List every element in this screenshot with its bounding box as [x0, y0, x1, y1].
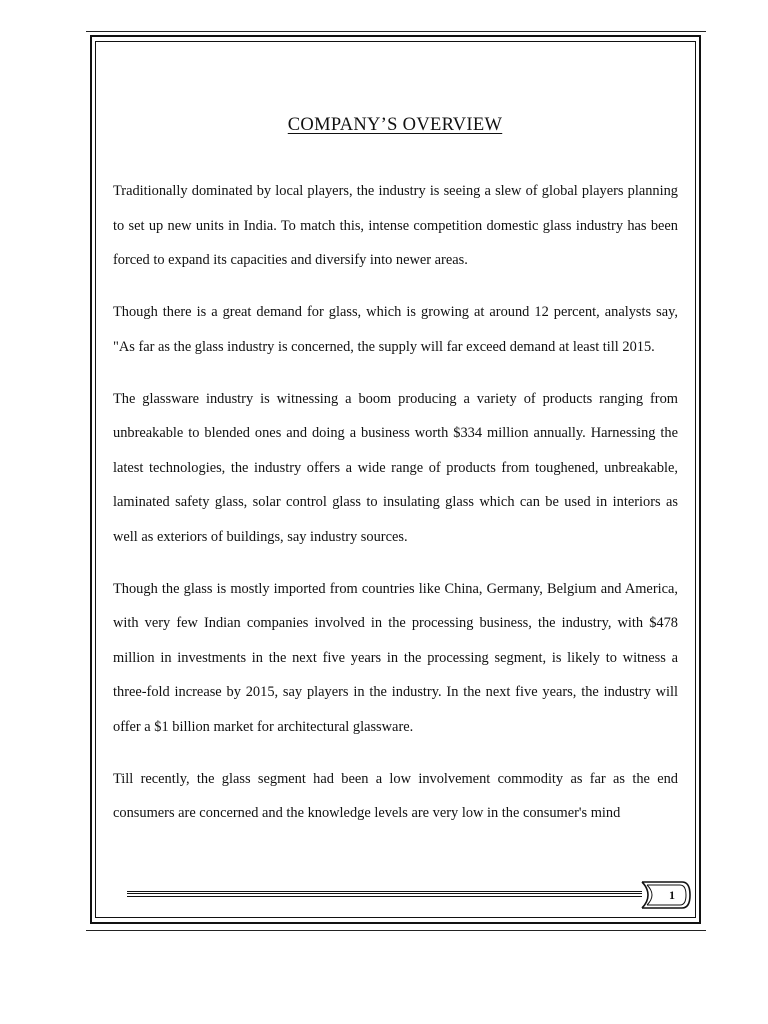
page-title [0, 115, 768, 136]
page-number: 1 [669, 888, 675, 902]
paragraph-5: Till recently, the glass segment had been a low involvement commodity as far as the end consumers are concerned and the knowledge levels are very low in the consumer's mind [113, 770, 678, 821]
paragraph-1: Traditionally dominated by local players, the industry is seeing a slew of global players planning to set up new units in India. To match this, intense competition domestic glass industry has been forced to expand its capacities and diversify into newer areas. [113, 183, 678, 268]
page-title-text: COMPANY’S OVERVIEW [287, 115, 503, 135]
bottom-rule [86, 930, 706, 931]
top-rule [86, 31, 706, 32]
paragraph-4: Though the glass is mostly imported from countries like China, Germany, Belgium and America, with very few Indian companies involved in the processing business, the industry, with $478 million in investments in the next five years in the processing segment, is likely to witness a three-fold increase by 2015, say players in the industry. In the next five years, the industry will offer a $1 billion market for architectural glassware. [113, 580, 678, 735]
paragraph-3: The glassware industry is witnessing a boom producing a variety of products ranging from unbreakable to blended ones and doing a business worth $334 million annually. Harnessing the latest technologies, the industry offers a wide range of products from toughened, unbreakable, laminated safety glass, solar control glass to insulating glass which can be used in interiors as well as exteriors of buildings, say industry sources. [113, 390, 678, 545]
footer-rule [127, 891, 647, 897]
document-body [113, 174, 678, 848]
paragraph-2: Though there is a great demand for glass, which is growing at around 12 percent, analysts say, "As far as the glass industry is concerned, the supply will far exceed demand at least till 2015. [113, 304, 678, 355]
